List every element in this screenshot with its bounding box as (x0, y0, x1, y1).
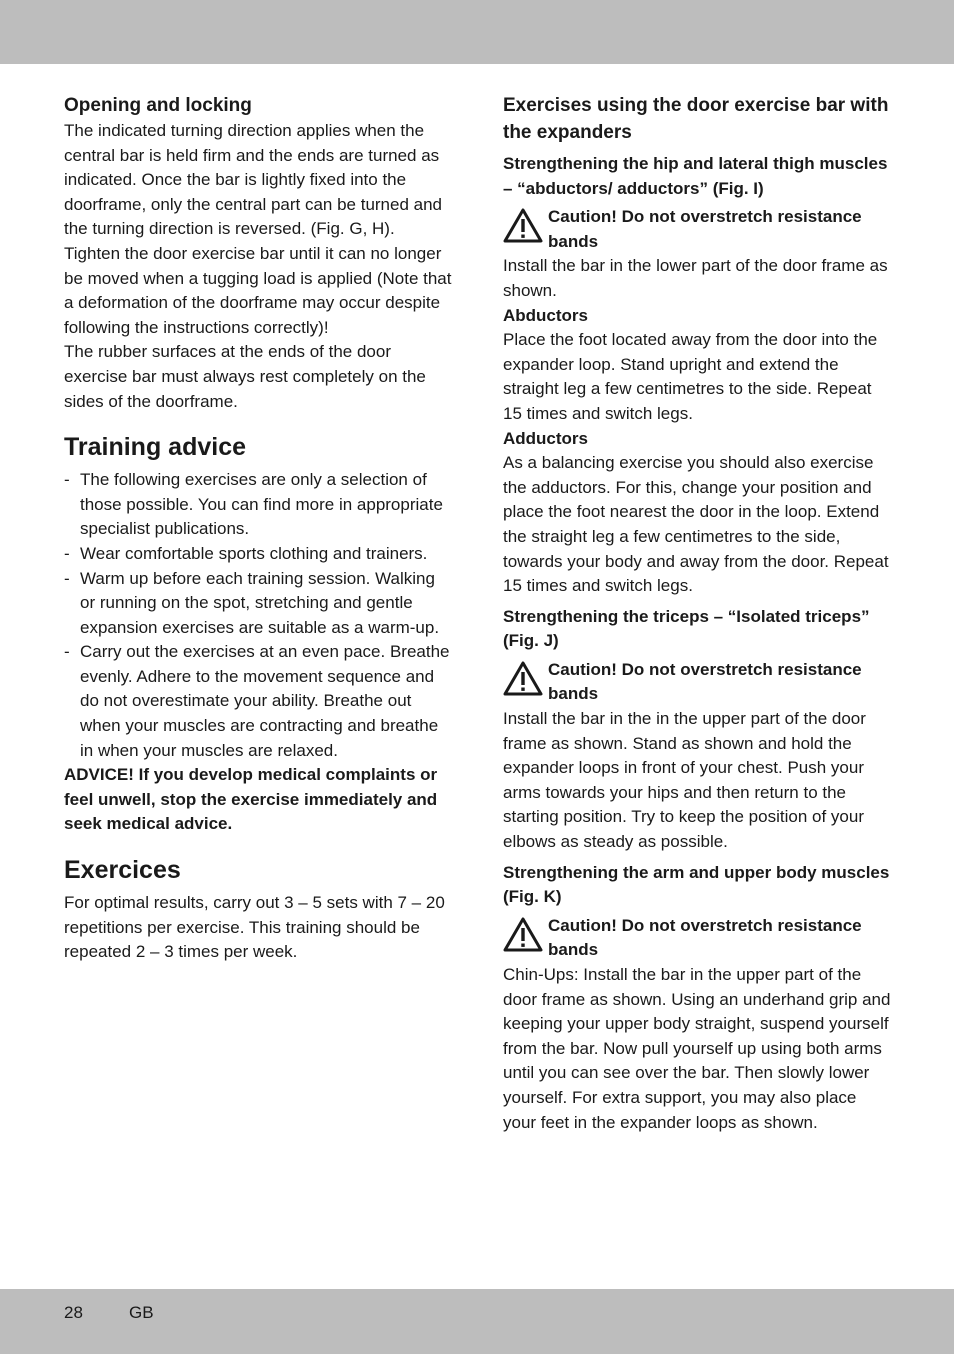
warning-triangle-icon (503, 661, 543, 697)
list-item: - Warm up before each training session. Walking or running on the spot, stretching and gentle expansion exercises are suitable as a warm-up. (64, 568, 440, 637)
caution-note (503, 658, 893, 707)
caution-text: Caution! Do not overstretch resistance bands (548, 915, 862, 960)
dash-bullet: - (64, 642, 70, 662)
caution-note (503, 914, 893, 963)
opening-paragraph-1: The indicated turning direction applies when the central bar is held firm and the ends are turned as indicated. Once the bar is lightly fixed into the doorframe, only the central part can be turned and the turning direction is reversed. (Fig. G, H). (64, 121, 443, 239)
exercises-title: Exercices (64, 856, 181, 885)
expander-section-title: Exercises using the door exercise bar with the expanders (503, 95, 889, 143)
warning-triangle-icon (503, 208, 543, 244)
list-item: - The following exercises are only a selection of those possible. You can find more in appropriate specialist publications. (64, 470, 443, 539)
adductors-title: Adductors (503, 428, 588, 448)
arm-text: Chin-Ups: Install the bar in the upper part of the door frame as shown. Using an underhand grip and keeping your upper body straight, suspend yourself from the bar. Now pull yourself up using both arms until you can see over the bar. Then slowly lower yourself. For extra support, you may also place your feet in the expander loops as shown. (503, 965, 891, 1132)
hip-section-title: Strengthening the hip and lateral thigh muscles – “abductors/ adductors” (Fig. I) (503, 154, 888, 198)
abductors-title: Abductors (503, 305, 588, 325)
list-item: - Carry out the exercises at an even pace. Breathe evenly. Adhere to the movement sequence and do not overestimate your ability. Breathe out when your muscles are contracting and breathe in when your muscles are relaxed. (64, 642, 450, 760)
list-item: - Wear comfortable sports clothing and trainers. (64, 542, 452, 567)
adductors-text: As a balancing exercise you should also exercise the adductors. For this, change your position and place the foot nearest the door in the loop. Extend the straight leg a few centimetres to the side, towards your body and away from the door. Repeat 15 times and switch legs. (503, 453, 889, 596)
page-number: 28 (64, 1303, 83, 1322)
opening-paragraph-2: Tighten the door exercise bar until it can no longer be moved when a tugging load is applied (Note that a deformation of the doorframe may occur despite following the instructions correctly)! (64, 243, 452, 337)
left-column (64, 92, 452, 965)
triceps-text: Install the bar in the in the upper part of the door frame as shown. Stand as shown and hold the expander loops in front of your chest. Push your arms towards your hips and then return to the starting position. Try to keep the position of your elbows as steady as possible. (503, 709, 866, 852)
header-band (0, 0, 954, 64)
dash-bullet: - (64, 568, 70, 588)
dash-bullet: - (64, 470, 70, 490)
exercises-text: For optimal results, carry out 3 – 5 sets with 7 – 20 repetitions per exercise. This training should be repeated 2 – 3 times per week. (64, 893, 445, 962)
training-title: Training advice (64, 433, 247, 462)
hip-install-text: Install the bar in the lower part of the door frame as shown. (503, 256, 888, 300)
training-list (64, 468, 452, 763)
caution-note (503, 205, 893, 254)
abductors-text: Place the foot located away from the door into the expander loop. Stand upright and extend the straight leg a few centimetres to the side. Repeat 15 times and switch legs. (503, 330, 878, 423)
caution-text: Caution! Do not overstretch resistance bands (548, 207, 862, 251)
triceps-section-title: Strengthening the triceps – “Isolated triceps” (Fig. J) (503, 606, 870, 651)
arm-section-title: Strengthening the arm and upper body muscles (Fig. K) (503, 862, 890, 907)
medical-advice: ADVICE! If you develop medical complaints or feel unwell, stop the exercise immediately and seek medical advice. (64, 765, 438, 834)
language-code: GB (129, 1303, 154, 1322)
dash-bullet: - (64, 543, 70, 563)
warning-triangle-icon (503, 917, 543, 953)
right-column (503, 92, 893, 1135)
opening-paragraph-3: The rubber surfaces at the ends of the door exercise bar must always rest completely on the sides of the doorframe. (64, 342, 426, 411)
caution-text: Caution! Do not overstretch resistance bands (548, 659, 862, 704)
opening-title: Opening and locking (64, 95, 252, 116)
